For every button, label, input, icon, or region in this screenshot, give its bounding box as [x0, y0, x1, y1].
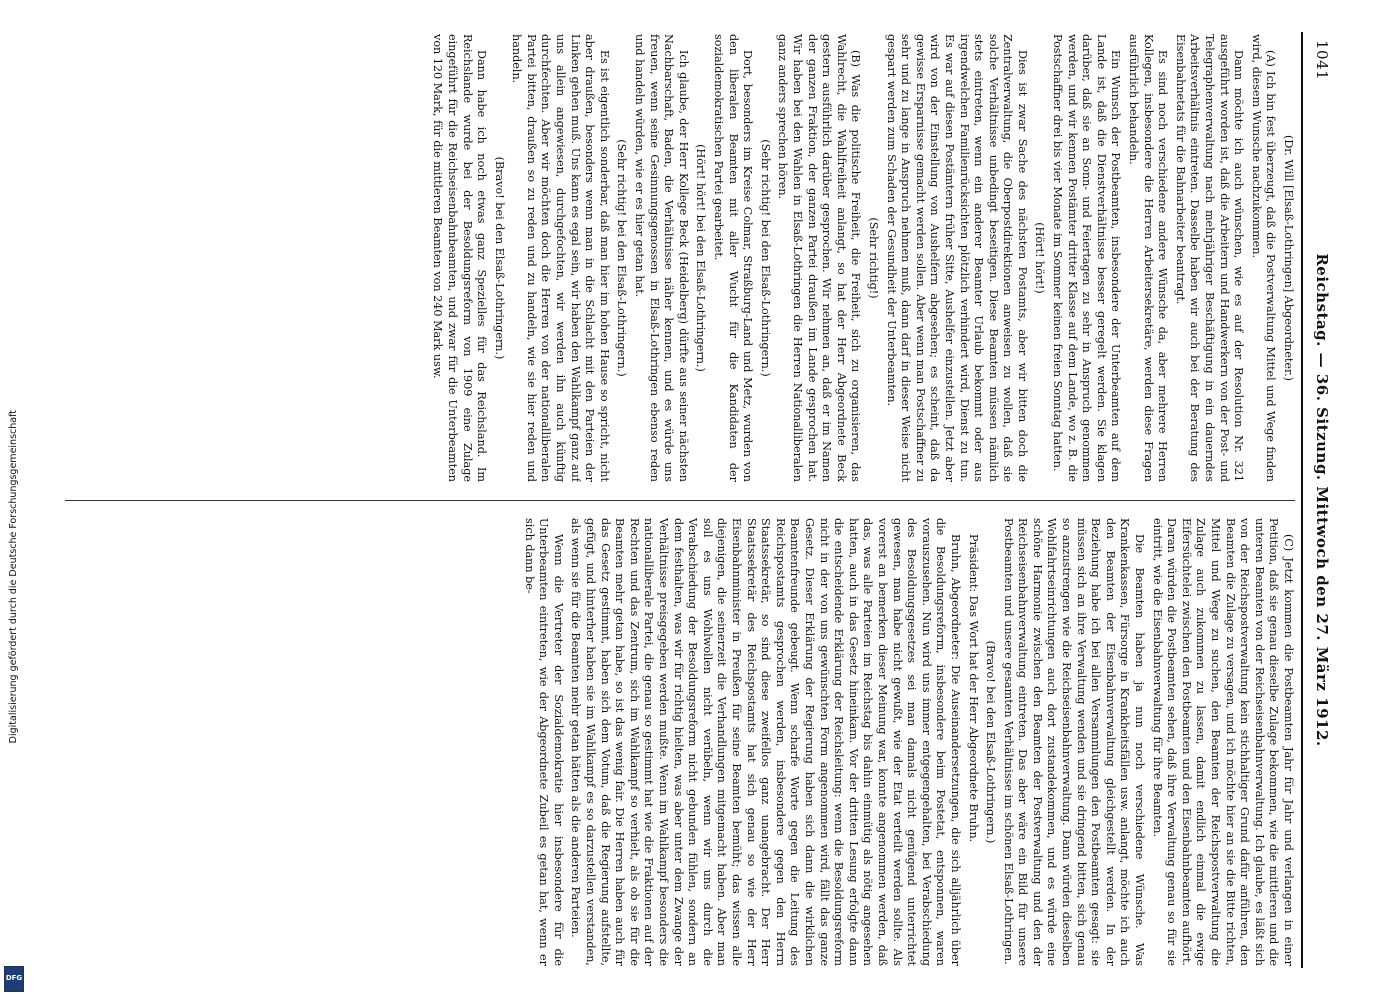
running-title: Reichstag. — 36. Sitzung. Mittwoch den 27. März 1912. — [1313, 253, 1331, 747]
paragraph: Es sind noch verschiedene andere Wünsche da, aber mehrere Herren Kollegen, insbesondere die Herren Arbeitersekretäre, werden diese Fragen ausführlich behandeln. — [1127, 34, 1170, 482]
interjection: (Sehr richtig!) — [866, 217, 880, 299]
paragraph: Dann möchte ich auch wünschen, wie es auf der Resolution Nr. 321 ausgeführt worden ist, daß die Arbeitern und Handwerkern von der Post- und Telegraphenverwaltung nach mehrjähriger Beschäftigung in ein dauerndes Arbeitsverhältnis eintreten. Dasselbe haben wir auch bei der Beratung des Eisenbahnetats für die Bahnarbeiter beantragt. — [1173, 34, 1246, 482]
paragraph: Dort, besonders im Kreise Colmar, Straßburg-Land und Metz, wurden von den liberalen Beamten mit aller Wucht für die Kandidaten der sozialdemokratischen Partei gearbeitet. — [712, 34, 755, 482]
speaker-line: (Dr. Will [Elsaß-Lothringen] Abgeordneter.) — [1282, 134, 1295, 382]
column-divider — [65, 500, 1295, 501]
paragraph: Es ist eigentlich sonderbar, daß man hier im hohen Hause so spricht, nicht aber draußen, besonders wenn man in die Schlacht mit den Parteien der Linken gehen muß. Uns kann es egal sein, wir haben den Wahlkampf ganz auf uns allein angewiesen, durchgefochten, wir werden ihn auch künftig durchfechten. Aber wir möchten doch die Herren von der nationalliberalen Partei bitten, draußen so zu reden und zu handeln, wie sie hier reden und handeln. — [510, 34, 611, 482]
paragraph: Wenn die Vertreter der Sozialdemokratie hier insbesondere für die Unterbeamten eintreten, wie der Abgeordnete Zubeil es getan hat, wenn er sich dann be- — [522, 518, 565, 966]
left-column — [65, 34, 1295, 482]
dfg-logo — [4, 966, 24, 992]
paragraph: Präsident: Das Wort hat der Herr Abgeordnete Bruhn. — [966, 534, 980, 843]
paragraph: (B) Was die politische Freiheit, die Freiheit, sich zu organisieren, das Wahlrecht, die Wahlfreiheit anlangt, so hat der Herr Abgeordnete Beck gestern ausführlich darüber gesprochen. Wir nehmen an, daß er im Namen der ganzen Fraktion, der ganzen Partei draußen im Lande gesprochen hat. Wir haben bei den Wahlen in Elsaß-Lothringen die Herren Nationalliberalen ganz anders sprechen hören. — [776, 34, 863, 482]
page-number: 1041 — [1313, 40, 1331, 81]
right-column — [65, 518, 1295, 966]
rotated-content — [55, 32, 1335, 968]
dfg-logo-text: DFG — [5, 974, 23, 982]
interjection: (Hört! hört!) — [1033, 222, 1047, 294]
paragraph: Ich glaube, der Herr Kollege Beck (Heidelberg) dürfte aus seiner nächsten Nachbarschaft, Baden, die Verhältnisse näher kennen, und es würde uns freuen, wenn seine Gesinnungsgenossen in Elsaß-Lothringen ebenso reden und handeln würden, wie er es hier getan hat. — [633, 34, 690, 482]
interjection: (Bravo! bei den Elsaß-Lothringern.) — [984, 640, 998, 844]
dfg-funding-note: Digitalisierung gefördert durch die Deutsche Forschungsgemeinschaft — [8, 410, 19, 744]
paragraph: Dann habe ich noch etwas ganz Spezielles für das Reichsland. Im Reichslande wurde bei der Besoldungsreform von 1909 eine Zulage eingeführt für die Reichseisenbahnbeamten, und zwar für die Unterbeamten von 120 Mark, für die mittleren Beamten von 240 Mark usw. — [431, 34, 489, 482]
paragraph: Ein Wunsch der Postbeamten, insbesondere der Unterbeamten auf dem Lande ist, daß die Dienstverhältnisse besser geregelt werden. Sie klagen darüber, daß sie an Sonn- und Feiertagen zu sehr in Anspruch genommen werden, und wir kennen Postämter dritter Klasse auf dem Lande, wo z. B. die Postschaffner drei bis vier Monate im Sommer keinen freien Sonntag hatten. — [1051, 34, 1123, 482]
paragraph: (A) Ich bin fest überzeugt, daß die Postverwaltung Mittel und Wege finden wird, diesem Wunsche nachzukommen. — [1249, 34, 1278, 482]
paragraph: Bruhn, Abgeordneter: Die Auseinandersetzungen, die sich alljährlich über die Besoldungsreform, insbesondere beim Postetat, entsponnen, waren vorauszusehen. Nun wird uns immer entgegengehalten, bei Verabschiedung des Besoldungsgesetzes sei man damals nicht genügend unterrichtet gewesen, man habe nicht gewußt, wie der Etat verteilt werden sollte. Als vorerst an bemerken dieser Meinung war, konnte angenommen werden, daß das, was alle Parteien im Reichstag bis dahin einmütig als nötig angesehen hatten, auch in das Gesetz hineinkam. Vor der dritten Lesung erfolgte dann die entscheidende Erklärung der Reichsleitung: wenn die Besoldungsreform nicht in der von uns gewünschten Form angenommen wird, fällt das ganze Gesetz. Dieser Erklärung der Regierung haben sich dann die wirklichen Beamtenfreunde gebeugt. Wenn scharfe Worte gegen die Leitung des Reichspostamts gesprochen werden, insbesondere gegen den Herrn Staatssekretär, so sind diese zweifellos ganz unangebracht. Der Herr Staatssekretär des Reichspostamts hat sich genau so wie der Herr Eisenbahnminister in Preußen für seine Beamten bemüht; das wissen alle diejenigen, die seinerzeit die Verhandlungen mitgemacht haben. Aber man soll es uns Wohlwollen nicht verübeln, wenn wir uns durch die Verabschiedung der Besoldungsreform nicht gebunden fühlen, sondern an dem festhalten, was wir für richtig hielten, was aber unter dem Zwange der Verhältnisse preisgegeben werden mußte. Wenn im Wahlkampf besonders die nationalliberale Partei, die genau so gestimmt hat wie die Fraktionen auf der Rechten und das Zentrum, sich im Wahlkampf so verhielt, als ob sie für die Beamten mehr getan habe, so ist das wenig fair. Die Herren haben auch für das Gesetz gestimmt, haben sich dem Votum, daß die Regierung aufstellte, gefügt, und hinterher haben sie im Wahlkampf es so darzustellen verstanden, als wenn sie für die Beamten mehr getan hätten als die anderen Parteien. — [569, 518, 962, 966]
header-rule — [1301, 32, 1303, 968]
paragraph: Dies ist zwar Sache des nächsten Postamts, aber wir bitten doch die Zentralverwaltung, die Oberpostdirektionen anweisen zu wollen, daß sie solche Verhältnisse unbedingt beseitigen. Diese Beamten müssen nämlich stets eintreten, wenn ein anderer Beamter Urlaub bekommt oder aus irgendwelchen Familienrücksichten plötzlich verhindert wird, Dienst zu tun. Es war auf diesen Postämtern früher Sitte, Aushelfer einzustellen. Jetzt aber wird von der Einstellung von Aushelfern abgesehen; es scheint, daß da gewisse Ersparnisse gemacht werden sollen. Aber wenn man Postschaffner zu sehr und zu lange in Anspruch nehmen muß, dann darf in dieser Weise nicht gespart werden zum Schaden der Gesundheit der Unterbeamten. — [884, 34, 1029, 482]
paragraph: Die Beamten haben ja nun noch verschiedene Wünsche. Was Krankenkassen, Fürsorge in Krankheitsfällen usw. anlangt, möchte ich auch den Beamten der Eisenbahnverwaltung gleichgestellt werden. In der Beziehung habe ich bei allen Versammlungen den Postbeamten gesagt: sie müssen sich an ihre Verwaltung wenden und sie dringend bitten, sich genau so anzustrengen wie die Reichseisenbahnverwaltung. Dann würden dieselben Wohlfahrtseinrichtungen auch dort zustandekommen, und es würde eine schöne Harmonie zwischen den Beamten der Postverwaltung und den der Reichseisenbahnverwaltung eintreten. Das aber wäre ein Bild für unsere Postbeamten und unsere gesamten Verhältnisse im schönen Elsaß-Lothringen. — [1001, 518, 1147, 966]
interjection: (Sehr richtig! bei den Elsaß-Lothringern.) — [615, 139, 629, 377]
scanned-page — [55, 32, 1335, 968]
interjection: (Bravo! bei den Elsaß-Lothringern.) — [492, 156, 506, 360]
interjection: (Hört! hört! bei den Elsaß-Lothringern.) — [694, 144, 708, 372]
interjection: (Sehr richtig! bei den Elsaß-Lothringern.) — [758, 139, 772, 377]
paragraph: (C) Jetzt kommen die Postbeamten Jahr für Jahr und verlangen in einer Petition, daß sie genau dieselbe Zulage bekommen, wie die mittleren und die unteren Beamten von der Reichseisenbahnverwaltung. Ich glaube, es läßt sich von der Reichspostverwaltung kein stichhaltiger Grund dafür anführen, den Beamten die Zulage zu versagen, und ich möchte hier an sie die Bitte richten, Mittel und Wege zu suchen, den Beamten der Reichspostverwaltung die Zulage auch zukommen zu lassen, damit endlich einmal die ewige Eifersüchtelei zwischen den Postbeamten und den Eisenbahnbeamten aufhört. Daran würden die Postbeamten sehen, daß ihre Verwaltung genau so für sie eintritt, wie die Eisenbahnverwaltung für ihre Beamten. — [1150, 518, 1295, 966]
